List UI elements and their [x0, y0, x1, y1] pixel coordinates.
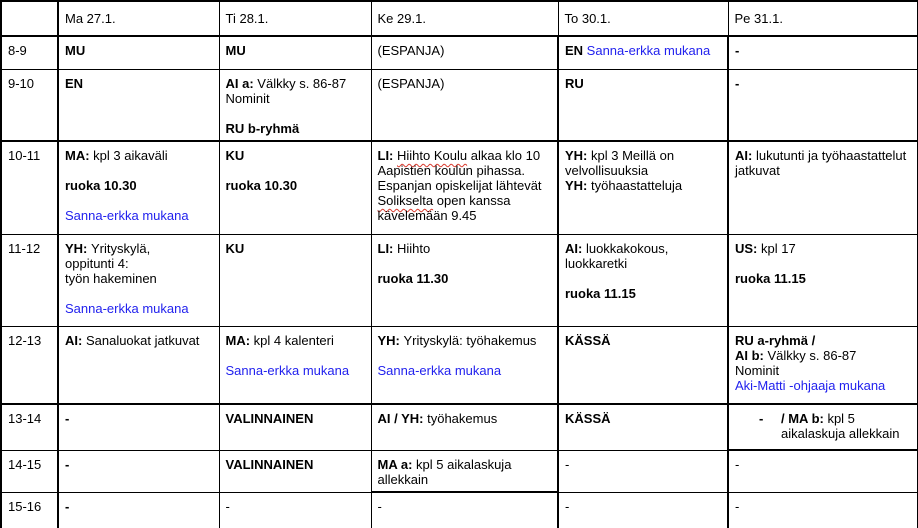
column-header-wednesday: Ke 29.1.	[371, 1, 558, 36]
corner-header	[1, 1, 58, 36]
time-slot-label: 10-11	[1, 141, 58, 234]
column-header-monday: Ma 27.1.	[58, 1, 219, 36]
timetable-row	[1, 404, 917, 450]
timetable-cell	[371, 326, 558, 404]
timetable-cell	[728, 141, 917, 234]
cell-text-line	[565, 457, 721, 472]
cell-text-line	[65, 178, 213, 193]
cell-text-line	[378, 43, 552, 58]
cell-text-line	[565, 178, 721, 193]
link-text[interactable]: Sanna-erkka mukana	[377, 362, 502, 378]
cell-text-line	[65, 411, 213, 426]
cell-text-line	[565, 241, 721, 256]
text-segment: MA:	[225, 332, 254, 348]
text-segment: -	[225, 498, 230, 514]
cell-text-line	[378, 271, 552, 286]
text-segment: Yrityskylä: työhakemus	[403, 332, 537, 348]
text-segment: YH:	[65, 240, 91, 256]
text-segment: ruoka 11.30	[377, 270, 449, 286]
timetable-cell	[219, 36, 371, 69]
blank-line	[378, 348, 552, 363]
text-segment: kpl 3 aikaväli	[93, 148, 168, 163]
text-segment: oppitunti 4:	[65, 255, 129, 271]
timetable-row	[1, 450, 917, 492]
cell-text-line	[65, 333, 213, 348]
text-segment: VALINNAINEN	[225, 456, 314, 472]
text-segment: AI b:	[735, 347, 768, 363]
text-segment: alkaa klo 10 Aapistien koulun pihassa. Espanjan opiskelijat lähtevät	[377, 148, 542, 193]
timetable-body	[1, 36, 917, 528]
time-slot-label: 8-9	[1, 36, 58, 69]
timetable-cell	[558, 69, 728, 141]
cell-text-line	[735, 43, 911, 58]
time-slot-label: 14-15	[1, 450, 58, 492]
text-segment: työn hakeminen	[65, 270, 157, 286]
timetable-cell	[219, 492, 371, 528]
text-segment: -	[65, 498, 70, 514]
text-segment: -	[65, 456, 70, 472]
cell-text-line	[735, 363, 911, 378]
text-segment: kpl 5 aikalaskuja allekkain	[377, 456, 512, 487]
text-segment: VALINNAINEN	[225, 411, 314, 426]
column-header-thursday: To 30.1.	[558, 1, 728, 36]
cell-text-line	[226, 178, 365, 193]
text-segment: / MA b:	[781, 411, 828, 426]
text-segment: AI a:	[225, 75, 258, 91]
timetable-row	[1, 69, 917, 141]
text-segment: AI:	[565, 240, 586, 256]
timetable-cell	[558, 492, 728, 528]
timetable-cell	[371, 450, 558, 492]
cell-text-line	[226, 76, 365, 91]
cell-text-line	[735, 499, 911, 514]
blank-line	[735, 256, 911, 271]
text-segment: Nominit	[225, 90, 270, 106]
timetable-cell	[371, 404, 558, 450]
text-segment: AI:	[65, 332, 86, 348]
text-segment: kpl 17	[761, 240, 796, 256]
cell-text-line	[565, 499, 721, 514]
time-slot-label: 13-14	[1, 404, 58, 450]
text-segment: MU	[225, 43, 246, 58]
list-bullet: -	[759, 411, 764, 426]
blank-line	[226, 348, 365, 363]
link-text[interactable]: Sanna-erkka mukana	[65, 300, 189, 316]
text-segment: kpl 5 aikalaskuja allekkain	[781, 411, 900, 441]
timetable-cell	[558, 36, 728, 69]
text-segment: RU a-ryhmä /	[735, 332, 816, 348]
text-segment: -	[565, 456, 570, 472]
cell-text-line	[226, 499, 365, 514]
timetable-cell	[219, 326, 371, 404]
text-segment: KÄSSÄ	[565, 411, 611, 426]
timetable-cell	[558, 450, 728, 492]
timetable-cell	[219, 141, 371, 234]
text-segment: -	[65, 411, 70, 426]
text-segment: luokkaretki	[565, 255, 628, 271]
cell-text-line	[65, 148, 213, 163]
text-segment: Hiihto	[397, 240, 431, 256]
cell-text-line	[226, 43, 365, 58]
text-segment: ruoka 11.15	[735, 270, 806, 286]
blank-line	[65, 286, 213, 301]
text-segment: Nominit	[735, 362, 780, 378]
text-segment: -	[565, 498, 570, 514]
text-segment: YH:	[565, 148, 591, 163]
link-text[interactable]: Aki-Matti -ohjaaja mukana	[735, 377, 886, 393]
blank-line	[226, 163, 365, 178]
timetable-cell	[58, 404, 219, 450]
cell-text-line	[735, 271, 911, 286]
cell-text-line	[226, 148, 365, 163]
text-segment: YH:	[565, 178, 591, 193]
timetable-cell	[219, 234, 371, 326]
timetable-cell	[728, 492, 917, 528]
timetable-cell	[728, 450, 917, 492]
text-segment: -	[735, 75, 740, 91]
timetable-cell	[728, 326, 917, 404]
cell-text-line	[65, 241, 213, 256]
text-segment: KU	[225, 148, 245, 163]
timetable-cell	[371, 492, 558, 528]
cell-text-line	[378, 411, 552, 426]
cell-text-line	[65, 256, 213, 271]
timetable-cell	[219, 69, 371, 141]
text-segment: MU	[65, 43, 86, 58]
cell-text-line	[226, 241, 365, 256]
timetable-cell	[371, 141, 558, 234]
text-segment: YH:	[377, 332, 404, 348]
blank-line	[65, 193, 213, 208]
cell-text-line	[65, 457, 213, 472]
timetable-cell	[371, 69, 558, 141]
timetable-cell	[58, 450, 219, 492]
timetable-cell	[58, 492, 219, 528]
text-segment: -	[735, 457, 740, 472]
timetable-row	[1, 326, 917, 404]
text-segment: työhaastatteluja	[591, 178, 683, 193]
cell-text-line	[226, 121, 365, 136]
cell-text-line	[226, 457, 365, 472]
text-segment: MA a:	[377, 456, 417, 472]
cell-text-line	[378, 363, 552, 378]
timetable-row	[1, 234, 917, 326]
cell-text-line	[565, 148, 721, 178]
timetable-cell	[558, 141, 728, 234]
text-segment: ruoka 10.30	[65, 178, 137, 193]
timetable-cell	[219, 450, 371, 492]
cell-text-line	[65, 301, 213, 316]
timetable-cell	[371, 234, 558, 326]
cell-text-line	[565, 256, 721, 271]
cell-text-line	[226, 333, 365, 348]
text-segment: KÄSSÄ	[565, 332, 611, 348]
cell-text-line	[735, 378, 911, 393]
link-text[interactable]: Sanna-erkka mukana	[586, 43, 711, 58]
cell-text-line	[565, 286, 721, 301]
timetable-row	[1, 36, 917, 69]
text-segment: LI:	[377, 240, 397, 256]
text-segment: AI:	[735, 148, 756, 163]
text-segment: KU	[225, 240, 245, 256]
blank-line	[226, 106, 365, 121]
timetable-cell	[558, 234, 728, 326]
timetable-cell	[219, 404, 371, 450]
cell-text-line	[378, 333, 552, 348]
cell-text-line	[65, 208, 213, 223]
cell-text-line	[65, 43, 213, 58]
text-segment: LI:	[377, 148, 397, 163]
text-segment: Yrityskylä,	[91, 240, 151, 256]
blank-line	[378, 256, 552, 271]
cell-text-line	[565, 411, 721, 426]
timetable-cell	[58, 234, 219, 326]
text-segment: EN	[65, 75, 84, 91]
text-segment: RU	[565, 75, 584, 91]
time-slot-label: 11-12	[1, 234, 58, 326]
cell-text-line	[65, 271, 213, 286]
text-segment: AI / YH:	[377, 411, 428, 426]
cell-text-line	[65, 76, 213, 91]
timetable-cell	[58, 69, 219, 141]
time-slot-label: 9-10	[1, 69, 58, 141]
timetable-row	[1, 492, 917, 528]
column-header-friday: Pe 31.1.	[728, 1, 917, 36]
link-text[interactable]: Sanna-erkka mukana	[65, 208, 189, 223]
cell-text-line	[226, 411, 365, 426]
cell-text-line	[735, 457, 911, 472]
cell-text-line	[735, 241, 911, 256]
cell-text-line	[565, 333, 721, 348]
text-segment: MA:	[65, 148, 94, 163]
timetable-cell	[58, 36, 219, 69]
cell-text-line	[378, 241, 552, 256]
text-segment: -	[377, 499, 382, 514]
time-slot-label: 12-13	[1, 326, 58, 404]
misspelled-text: Hiihto Koulu	[397, 148, 468, 163]
text-segment: -	[735, 43, 740, 58]
misspelled-text: Solikselta	[377, 193, 434, 208]
timetable-cell	[728, 69, 917, 141]
list-content	[781, 411, 911, 441]
text-segment: EN	[565, 43, 587, 58]
text-segment: ruoka 11.15	[565, 285, 636, 301]
cell-text-line	[378, 148, 552, 223]
text-segment: työhakemus	[427, 411, 498, 426]
timetable-row	[1, 141, 917, 234]
text-segment: RU b-ryhmä	[225, 120, 300, 136]
timetable-cell	[728, 234, 917, 326]
timetable-cell	[558, 326, 728, 404]
timetable-cell	[58, 141, 219, 234]
cell-text-line	[378, 76, 552, 91]
header-row	[1, 1, 917, 36]
cell-text-line	[565, 76, 721, 91]
blank-line	[565, 271, 721, 286]
text-segment: (ESPANJA)	[377, 43, 445, 58]
time-slot-label: 15-16	[1, 492, 58, 528]
text-segment: open kanssa kävelemään 9.45	[377, 193, 511, 223]
text-segment: US:	[735, 240, 761, 256]
text-segment: Välkky s. 86-87	[767, 347, 857, 363]
text-segment: ruoka 10.30	[225, 178, 298, 193]
text-segment: -	[735, 498, 740, 514]
text-segment: Sanaluokat jatkuvat	[85, 332, 200, 348]
timetable-cell	[58, 326, 219, 404]
text-segment: kpl 3 Meillä on velvollisuuksia	[565, 148, 675, 178]
link-text[interactable]: Sanna-erkka mukana	[225, 362, 350, 378]
blank-line	[65, 163, 213, 178]
cell-text-line	[735, 148, 911, 178]
timetable-cell	[728, 404, 917, 450]
timetable-cell	[728, 36, 917, 69]
cell-text-line	[735, 333, 911, 348]
cell-text-line	[781, 411, 911, 441]
dash-list-item	[735, 411, 911, 441]
cell-text-line	[735, 76, 911, 91]
cell-text-line	[378, 457, 552, 487]
text-segment: kpl 4 kalenteri	[253, 332, 334, 348]
cell-text-line	[226, 91, 365, 106]
cell-text-line	[565, 43, 721, 58]
text-segment: luokkakokous,	[585, 240, 669, 256]
column-header-tuesday: Ti 28.1.	[219, 1, 371, 36]
cell-text-line	[226, 363, 365, 378]
timetable-cell	[558, 404, 728, 450]
timetable-cell	[371, 36, 558, 69]
cell-text-line	[735, 348, 911, 363]
text-segment: Välkky s. 86-87	[257, 75, 347, 91]
text-segment: (ESPANJA)	[377, 75, 445, 91]
cell-text-line	[65, 499, 213, 514]
text-segment: lukutunti ja työhaastattelut jatkuvat	[735, 148, 907, 178]
cell-text-line	[378, 499, 552, 514]
